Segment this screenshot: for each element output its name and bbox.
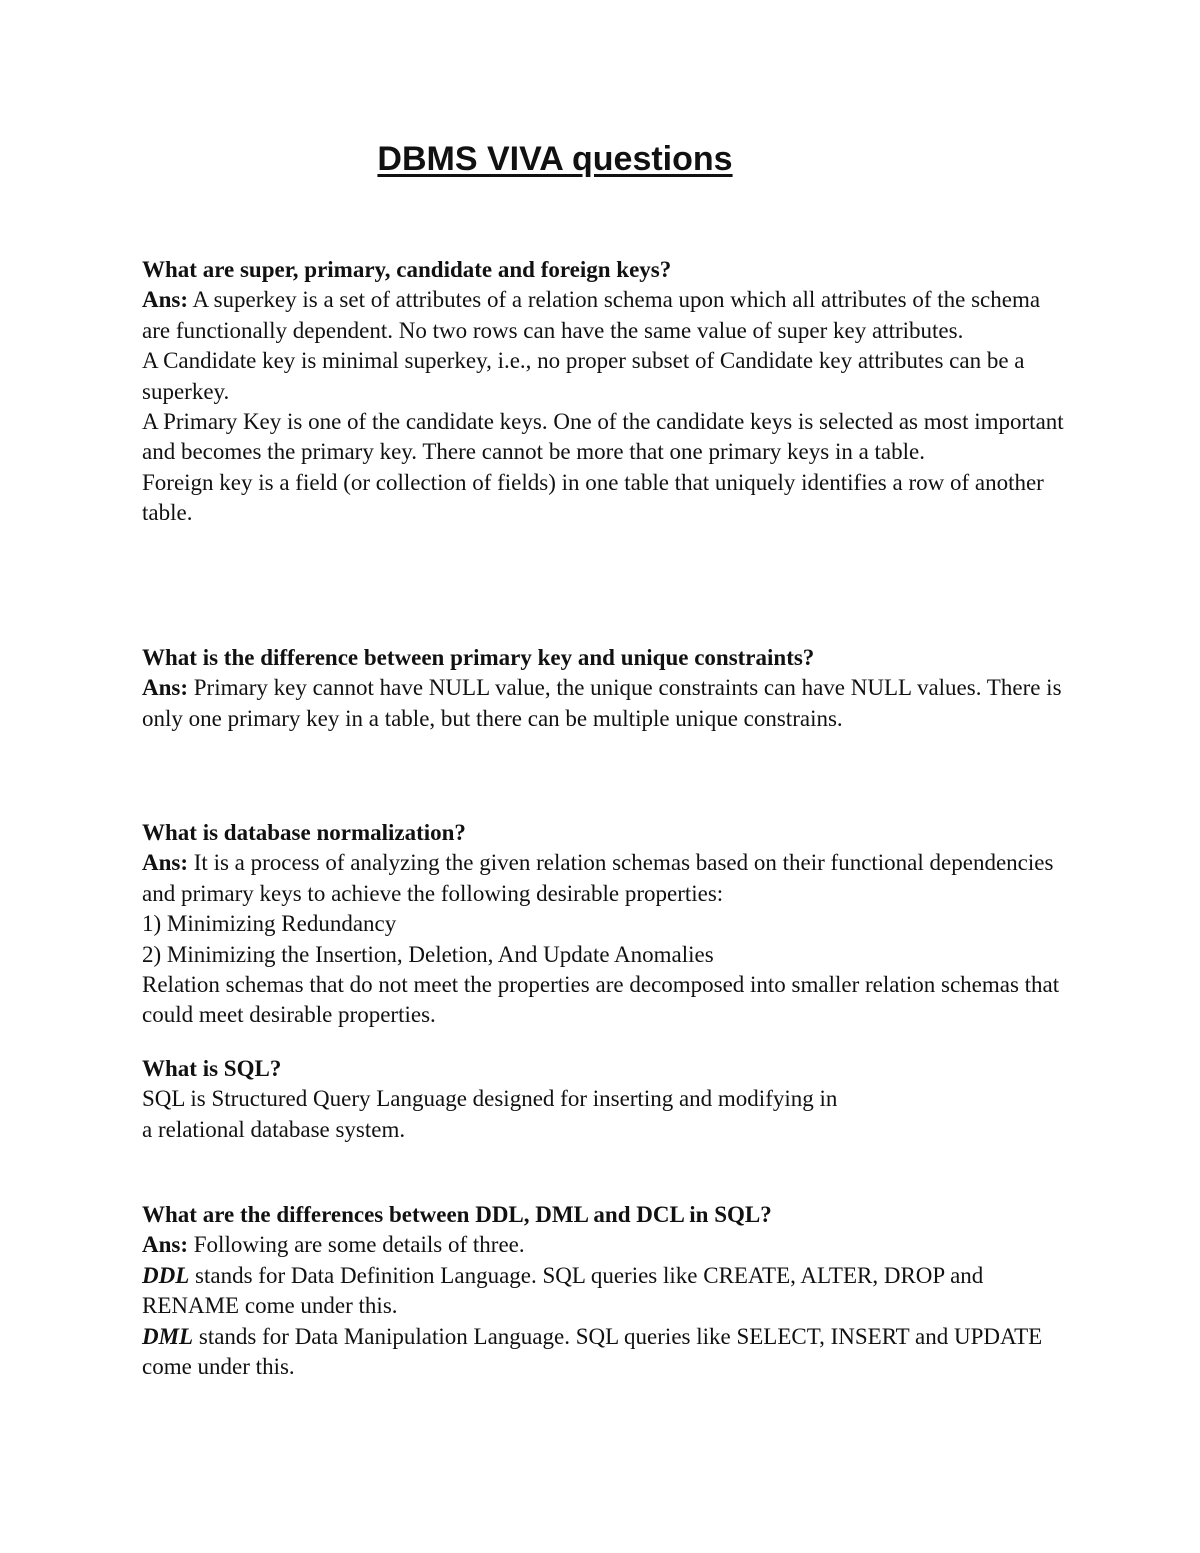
answer-paragraph: Relation schemas that do not meet the properties are decomposed into smaller relation schemas that could meet desirable properties. bbox=[142, 972, 1060, 1028]
list-item: 1) Minimizing Redundancy bbox=[142, 911, 397, 937]
section-ddl-dml-dcl bbox=[142, 1200, 1072, 1382]
answer-paragraph bbox=[142, 848, 1072, 909]
question-heading: What are the differences between DDL, DML and DCL in SQL? bbox=[142, 1202, 772, 1227]
ddl-description: stands for Data Definition Language. SQL queries like CREATE, ALTER, DROP and RENAME come under this. bbox=[142, 1262, 984, 1319]
ans-label: Ans: bbox=[142, 287, 189, 313]
answer-paragraph: Foreign key is a field (or collection of fields) in one table that uniquely identifies a row of another table. bbox=[142, 469, 1044, 526]
section-sql bbox=[142, 1054, 1072, 1145]
answer-paragraph bbox=[142, 285, 1072, 346]
question-heading: What are super, primary, candidate and foreign keys? bbox=[142, 257, 672, 282]
question-heading: What is the difference between primary key and unique constraints? bbox=[142, 645, 815, 670]
list-item: 2) Minimizing the Insertion, Deletion, And Update Anomalies bbox=[142, 941, 714, 967]
question-heading: What is SQL? bbox=[142, 1056, 282, 1081]
ddl-term: DDL bbox=[142, 1262, 190, 1288]
answer-text: Following are some details of three. bbox=[188, 1232, 525, 1258]
answer-text: Primary key cannot have NULL value, the unique constraints can have NULL values. There is only one primary key in a table, but there can be multiple unique constrains. bbox=[142, 675, 1062, 731]
answer-paragraph bbox=[142, 1322, 1072, 1383]
answer-paragraph bbox=[142, 673, 1072, 734]
answer-text: It is a process of analyzing the given relation schemas based on their functional dependencies and primary keys to achieve the following desirable properties: bbox=[142, 850, 1054, 906]
ans-label: Ans: bbox=[142, 1232, 189, 1258]
section-normalization bbox=[142, 818, 1072, 1031]
answer-text: A superkey is a set of attributes of a relation schema upon which all attributes of the schema are functionally dependent. No two rows can have the same value of super key attributes. bbox=[142, 287, 1041, 343]
ans-label: Ans: bbox=[142, 850, 189, 876]
section-constraints bbox=[142, 643, 1072, 734]
ans-label: Ans: bbox=[142, 675, 189, 701]
answer-paragraph bbox=[142, 1261, 1072, 1322]
section-keys bbox=[142, 255, 1072, 529]
answer-paragraph bbox=[142, 1230, 1072, 1260]
document-title: DBMS VIVA questions bbox=[377, 140, 733, 178]
dml-term: DML bbox=[142, 1323, 194, 1349]
question-heading: What is database normalization? bbox=[142, 820, 466, 845]
answer-paragraph: A Candidate key is minimal superkey, i.e., no proper subset of Candidate key attributes can be a superkey. bbox=[142, 348, 1025, 404]
answer-line: a relational database system. bbox=[142, 1116, 406, 1142]
dml-description: stands for Data Manipulation Language. SQL queries like SELECT, INSERT and UPDATE come under this. bbox=[142, 1323, 1043, 1380]
answer-line: SQL is Structured Query Language designed for inserting and modifying in bbox=[142, 1086, 838, 1112]
answer-paragraph: A Primary Key is one of the candidate keys. One of the candidate keys is selected as most important and becomes the primary key. There cannot be more that one primary keys in a table. bbox=[142, 409, 1064, 465]
